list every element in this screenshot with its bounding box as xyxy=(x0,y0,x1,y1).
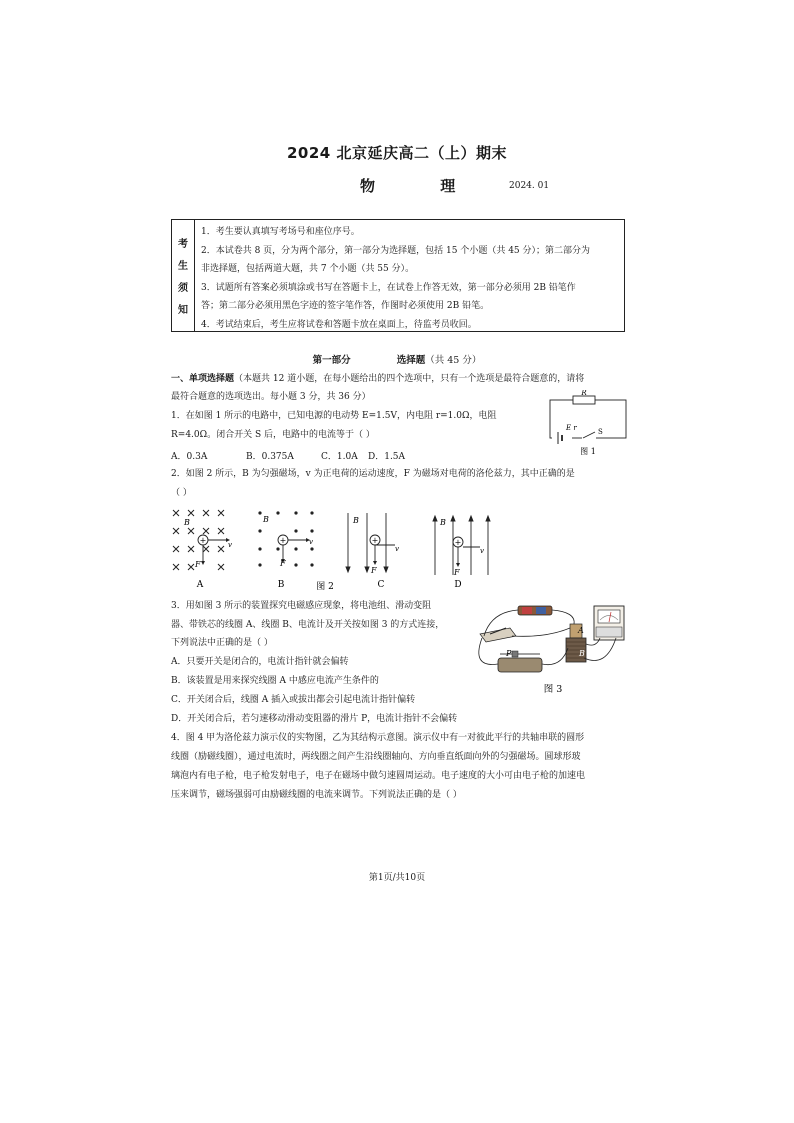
q3-stem-line2: 器、带铁芯的线圈 A、线圈 B、电流计及开关按如图 3 的方式连接， xyxy=(171,620,445,630)
field-into-page-mark xyxy=(173,528,179,534)
q1-stem-line1: 1．在如图 1 所示的电路中，已知电源的电动势 E=1.5V，内电阻 r=1.0Ω，电阻 xyxy=(171,411,497,421)
fig2-c-label-v: v xyxy=(395,545,399,553)
field-into-page-mark xyxy=(188,510,194,516)
notice-body xyxy=(195,220,624,331)
fig2-d-label-v: v xyxy=(480,547,484,555)
field-into-page-mark xyxy=(218,546,224,552)
field-into-page-mark xyxy=(188,564,194,570)
q1-stem-line2: R=4.0Ω。闭合开关 S 后，电路中的电流等于（ ） xyxy=(171,430,375,440)
fig2-a-label-v: v xyxy=(228,541,232,549)
field-into-page-mark xyxy=(218,510,224,516)
field-out-of-page-mark xyxy=(276,511,279,514)
fig2-b-letter: B xyxy=(277,580,285,590)
fig2-c-label-b: B xyxy=(353,516,359,525)
part-score: （共 45 分） xyxy=(425,355,482,366)
page-number: 第1页/共10页 xyxy=(368,873,426,883)
notice-side-char: 须 xyxy=(178,282,188,294)
svg-text:+: + xyxy=(199,536,207,545)
notice-line: 非选择题，包括两道大题，共 7 个小题（共 55 分）。 xyxy=(201,264,415,274)
figure-1-circuit xyxy=(540,390,630,460)
field-out-of-page-mark xyxy=(258,563,261,566)
q2-stem-line2: （ ） xyxy=(171,488,192,498)
figure-3-apparatus xyxy=(466,598,626,698)
notice-side-char: 考 xyxy=(178,239,188,251)
q2-stem-line1: 2．如图 2 所示，B 为匀强磁场，v 为正电荷的运动速度，F 为磁场对电荷的洛伦兹力，其中正确的是 xyxy=(171,469,575,479)
fig1-caption: 图 1 xyxy=(580,447,596,456)
fig2-caption: 图 2 xyxy=(316,582,334,592)
field-into-page-mark xyxy=(218,564,224,570)
fig3-caption: 图 3 xyxy=(543,684,563,695)
figure-2-lorentz xyxy=(170,505,500,593)
field-into-page-mark xyxy=(188,528,194,534)
section-intro: （本题共 12 道小题，在每小题给出的四个选项中，只有一个选项是最符合题意的，请将 xyxy=(234,374,585,384)
section-heading xyxy=(171,370,631,389)
field-into-page-mark xyxy=(188,546,194,552)
notice-line: 2．本试卷共 8 页，分为两个部分，第一部分为选择题，包括 15 个小题（共 45 分）；第二部分为 xyxy=(201,245,591,256)
q3-option-b: B．该装置是用来探究线圈 A 中感应电流产生条件的 xyxy=(171,676,379,686)
field-out-of-page-mark xyxy=(310,563,313,566)
notice-side-char: 知 xyxy=(178,304,188,316)
field-out-of-page-mark xyxy=(294,547,297,550)
q1-option-c: C．1.0A xyxy=(321,452,358,462)
fig3-label-b: B xyxy=(579,649,585,658)
q3-option-a: A．只要开关是闭合的，电流计指针就会偏转 xyxy=(171,657,349,667)
part-label: 第一部分 xyxy=(312,355,351,366)
field-out-of-page-mark xyxy=(276,547,279,550)
notice-line: 4．考试结束后，考生应将试卷和答题卡放在桌面上，待监考员收回。 xyxy=(201,319,477,330)
fig2-a-label-f: F xyxy=(195,560,201,569)
svg-text:+: + xyxy=(454,538,462,547)
notice-line: 3．试题所有答案必须填涂或书写在答题卡上，在试卷上作答无效，第一部分必须用 2B 铅笔作 xyxy=(201,282,576,293)
fig3-label-p: P xyxy=(506,649,512,658)
q4-stem-line1: 4．图 4 甲为洛伦兹力演示仪的实物图，乙为其结构示意图。演示仪中有一对彼此平行的共轴串联的圆形 xyxy=(171,733,585,743)
fig1-label-s: S xyxy=(598,428,603,436)
subject-title: 物 理 xyxy=(360,177,486,195)
section-title: 一、单项选择题 xyxy=(171,374,235,384)
q4-stem-line4: 压来调节，磁场强弱可由励磁线圈的电流来调节。下列说法正确的是（ ） xyxy=(171,790,462,800)
q1-option-a: A．0.3A xyxy=(171,452,208,462)
field-out-of-page-mark xyxy=(294,529,297,532)
exam-title: 2024 北京延庆高二（上）期末 xyxy=(287,144,507,162)
notice-line: 答；第二部分必须用黑色字迹的签字笔作答，作图时必须使用 2B 铅笔。 xyxy=(201,301,490,311)
field-into-page-mark xyxy=(173,510,179,516)
fig2-d-label-f: F xyxy=(454,568,460,577)
fig2-b-label-b: B xyxy=(263,515,269,524)
field-into-page-mark xyxy=(173,546,179,552)
field-into-page-mark xyxy=(203,546,209,552)
part-name: 选择题 xyxy=(396,355,426,366)
fig2-b-label-f: F xyxy=(280,559,286,568)
fig2-d-label-b: B xyxy=(440,518,446,527)
q4-stem-line2: 线圈（励磁线圈），通过电流时，两线圈之间产生沿线圈轴向、方向垂直纸面向外的匀强磁场。圆球形玻 xyxy=(171,752,581,762)
section-intro-line2: 最符合题意的选项选出。每小题 3 分，共 36 分） xyxy=(171,392,371,402)
fig2-c-label-f: F xyxy=(371,566,377,575)
q4-stem-line3: 璃泡内有电子枪，电子枪发射电子，电子在磁场中做匀速圆周运动。电子速度的大小可由电子枪的加速电 xyxy=(171,771,586,781)
fig2-a-label-b: B xyxy=(184,518,190,527)
q1-option-d: D．1.5A xyxy=(368,452,406,462)
field-out-of-page-mark xyxy=(294,511,297,514)
q1-option-b: B．0.375A xyxy=(246,452,294,462)
field-out-of-page-mark xyxy=(310,529,313,532)
fig2-b-label-v: v xyxy=(309,538,313,546)
field-out-of-page-mark xyxy=(258,511,261,514)
field-out-of-page-mark xyxy=(258,529,261,532)
fig1-label-r: R xyxy=(581,390,587,397)
svg-text:+: + xyxy=(279,536,287,545)
svg-text:+: + xyxy=(371,536,379,545)
part-title xyxy=(0,352,794,366)
field-into-page-mark xyxy=(203,510,209,516)
candidate-notice-box xyxy=(171,219,625,332)
field-into-page-mark xyxy=(218,528,224,534)
field-into-page-mark xyxy=(203,528,209,534)
q3-option-d: D．开关闭合后，若匀速移动滑动变阻器的滑片 P，电流计指针不会偏转 xyxy=(171,714,458,724)
fig2-c-letter: C xyxy=(377,580,385,590)
fig1-label-er: E r xyxy=(566,424,577,432)
field-out-of-page-mark xyxy=(294,563,297,566)
fig2-a-letter: A xyxy=(196,580,204,590)
q3-stem-line3: 下列说法中正确的是（ ） xyxy=(171,638,273,648)
fig3-label-a: A xyxy=(578,626,584,635)
field-out-of-page-mark xyxy=(310,511,313,514)
q3-option-c: C．开关闭合后，线圈 A 插入或拔出都会引起电流计指针偏转 xyxy=(171,695,416,705)
field-out-of-page-mark xyxy=(310,547,313,550)
notice-side-label xyxy=(172,220,195,331)
fig2-d-letter: D xyxy=(454,580,462,590)
notice-side-char: 生 xyxy=(178,261,188,273)
exam-date: 2024. 01 xyxy=(509,181,550,191)
notice-line: 1．考生要认真填写考场号和座位序号。 xyxy=(201,227,360,237)
field-out-of-page-mark xyxy=(258,547,261,550)
q3-stem-line1: 3．用如图 3 所示的装置探究电磁感应现象，将电池组、滑动变阻 xyxy=(171,601,432,611)
field-into-page-mark xyxy=(173,564,179,570)
